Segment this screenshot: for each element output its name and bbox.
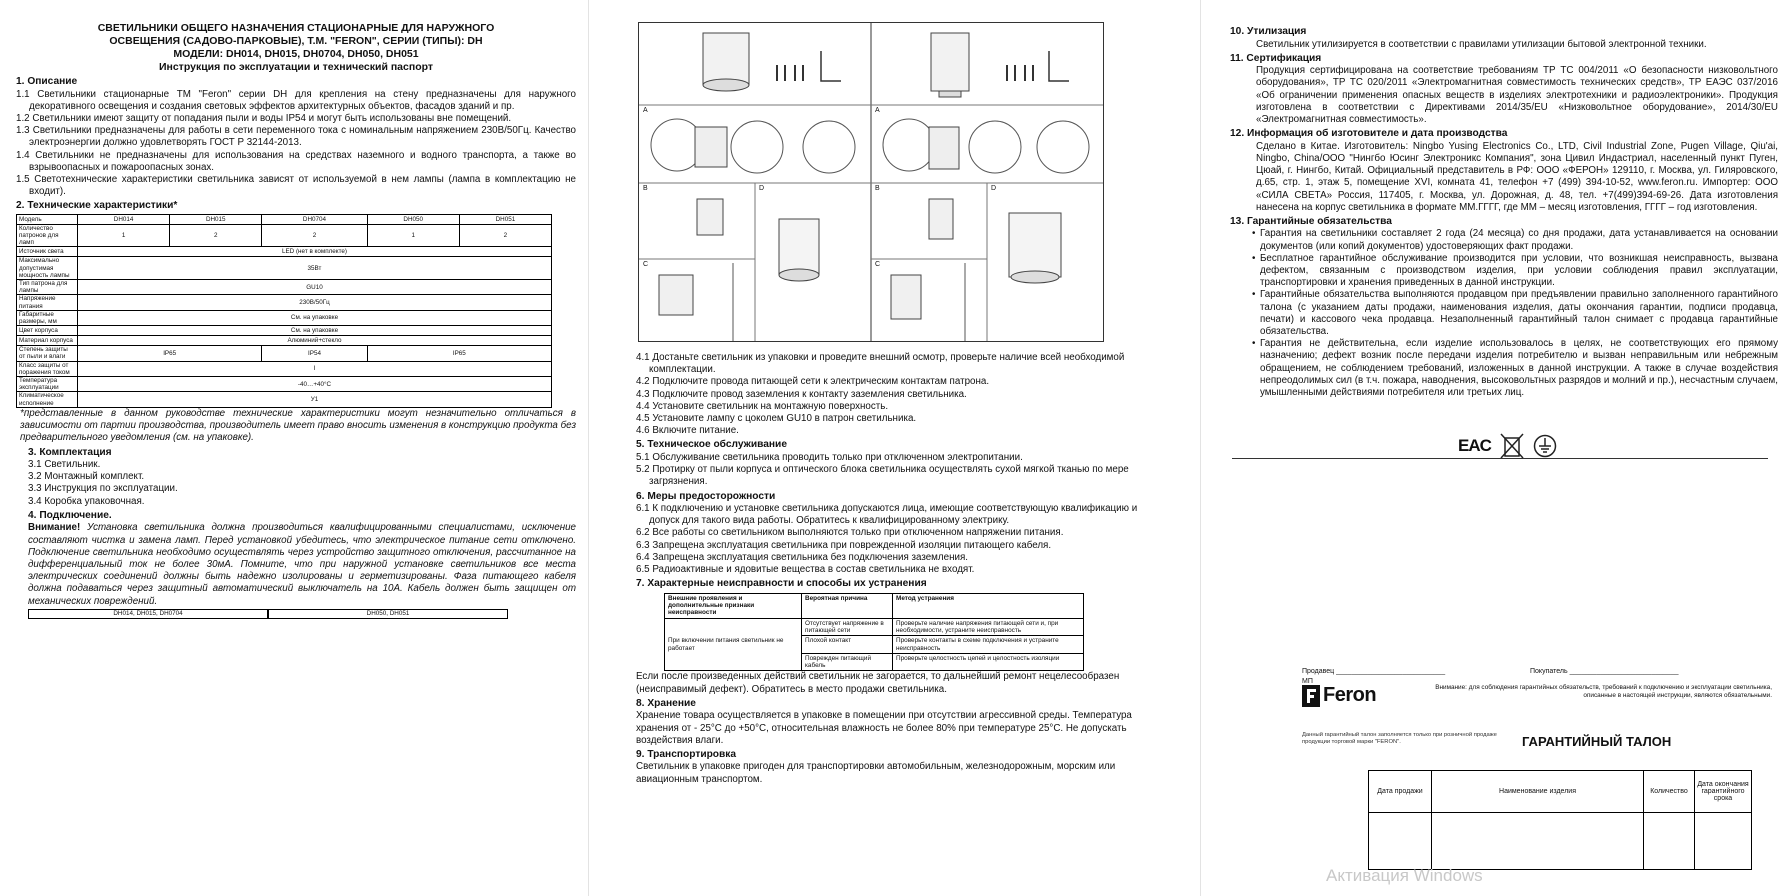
section-12-title: 12. Информация об изготовителе и дата производства	[1230, 128, 1508, 140]
feron-logo-icon	[1302, 685, 1320, 707]
figure-label-d: D	[991, 185, 997, 192]
table-row: Количество патронов для ламп 1 2 2 1 2	[17, 224, 552, 247]
attention-note: Внимание: для соблюдения гарантийных обязательств, требований к подключению и эксплуатации светильника, описанные в настоящей инструкции, являются обязательными.	[1435, 684, 1772, 699]
s6-item: 6.2 Все работы со светильником выполняются только при отключенном напряжении питания.	[636, 527, 1064, 539]
table-row: Дата продажи Наименование изделия Количество Дата окончания гарантийного срока	[1369, 771, 1752, 813]
s7-after: Если после произведенных действий светильник не загорается, то дальнейший ремонт нецелесообразен (неисправимый дефект). Обратитесь в место продажи светильника.	[636, 671, 1120, 695]
seller-label: Продавец ____________________________	[1302, 668, 1446, 675]
s3-item: 3.3 Инструкция по эксплуатации.	[28, 483, 178, 495]
s13-item: • Гарантия не действительна, если изделие использовалось в целях, не соответствующих его прямому назначению; дефект возник после передачи изделия потребителю и вызван неправильным или небрежным обращением, не соблюдением требований, изложенных в данной инструкции. А также в случае воздействия непреодолимых сил (в т.ч. пожара, наводнения, высоковольтных разрядов и молний и пр.), несчастным случаем, умышленными действиями потребителя или третьих лиц.	[1230, 338, 1778, 399]
page-2-text	[636, 352, 1156, 786]
section-6-title: 6. Меры предосторожности	[636, 490, 776, 502]
trouble-table	[664, 593, 1084, 672]
table-row: Максимально допустимая мощность лампы 35Вт	[17, 257, 552, 280]
table-row: Напряжение питания 230В/50Гц	[17, 295, 552, 310]
table-row: Габаритные размеры, мм См. на упаковке	[17, 310, 552, 325]
table-row: Поврежден питающий кабель Проверьте целостность цепей и целостность изоляции	[665, 653, 1084, 671]
doc-title: СВЕТИЛЬНИКИ ОБЩЕГО НАЗНАЧЕНИЯ СТАЦИОНАРНЫЕ ДЛЯ НАРУЖНОГО ОСВЕЩЕНИЯ (САДОВО-ПАРКОВЫЕ), Т.М. "FERON", СЕРИИ (ТИПЫ): DH МОДЕЛИ: DH014, DH015, DH0704, DH050, DH051 Инструкция по эксплуатации и технический паспорт	[97, 22, 495, 73]
s13-item: • Гарантия на светильники составляет 2 года (24 месяца) со дня продажи, дата устанавливается на основании документов (или копий документов) удостоверяющих факт продажи.	[1230, 228, 1778, 252]
figure-label-d: D	[759, 185, 765, 192]
s11-text: Продукция сертифицирована на соответствие требованиям ТР ТС 004/2011 «О безопасности низковольтного оборудования», ТР ТС 020/2011 «Электромагнитная совместимость технических средств», ТР ЕАЭС 037/2016 «Об ограничении применения опасных веществ в изделиях электротехники и радиоэлектроники». Продукция изготовлена в соответствии с Директивами 2014/35/EU «Низковольтное оборудование», 2014/30/EU «Электромагнитная совместимость».	[1256, 65, 1778, 126]
s3-item: 3.2 Монтажный комплект.	[28, 471, 145, 483]
page-2	[636, 0, 1156, 896]
s4-warning: Внимание! Установка светильника должна производиться квалифицированными специалистами, исключение составляют чистка и замена ламп. Перед установкой убедитесь, что электрическое питание сети отключено. Подключение светильника необходимо осуществлять через устройство защитного отключения, рассчитанное на дифференциальный ток не более 30мА. Помните, что при наружной установке светильников все места электрических соединений должны быть надежно изолированы и герметизированы. Фаза питающего кабеля должна подаваться через защитный автоматический выключатель на 10А. Кабель должен быть защищен от механических повреждений.	[28, 522, 576, 607]
figure-label-b: B	[643, 185, 648, 192]
table-row: Класс защиты от поражения током I	[17, 361, 552, 376]
page-divider	[588, 0, 589, 896]
ground-symbol-icon	[1533, 434, 1557, 458]
s8-text: Хранение товара осуществляется в упаковке в помещении при отсутствии агрессивной среды. Температура хранения от - 25°С до +50°С, относительная влажность не более 80% при температуре 25°С. Не допускать воздействия влаги.	[636, 710, 1132, 746]
s6-item: 6.4 Запрещена эксплуатация светильника без подключения заземления.	[636, 551, 968, 563]
s4-item: 4.1 Достаньте светильник из упаковки и проведите внешний осмотр, проверьте наличие всей необходимой комплектации.	[636, 352, 1125, 376]
table-row: Источник света LED (нет в комплекте)	[17, 247, 552, 257]
page-3	[1230, 0, 1778, 896]
section-3-title: 3. Комплектация	[28, 446, 112, 458]
installation-figure	[638, 22, 1104, 342]
weee-bin-icon	[1499, 432, 1525, 460]
stamp-label: МП	[1302, 678, 1313, 685]
table-row: Плохой контакт Проверьте контакты в схеме подключения и устраните неисправность	[665, 636, 1084, 654]
eac-mark: EAC	[1458, 436, 1491, 455]
s4-item: 4.3 Подключите провод заземления к контакту заземления светильника.	[636, 388, 967, 400]
table-row: Материал корпуса Алюминий+стекло	[17, 336, 552, 346]
section-4-title: 4. Подключение.	[28, 509, 112, 521]
s1-item: 1.1 Светильники стационарные ТМ "Feron" серии DH для крепления на стену предназначены для наружного декоративного освещения и создания световых эффектов архитектурных объектов, фасадов зданий и пр.	[16, 88, 576, 112]
s6-item: 6.3 Запрещена эксплуатация светильника при поврежденной изоляции питающего кабеля.	[636, 539, 1052, 551]
installation-drawing	[639, 23, 1103, 341]
section-2-title: 2. Технические характеристики*	[16, 200, 178, 212]
s10-text: Светильник утилизируется в соответствии с правилами утилизации бытовой электронной техники.	[1256, 38, 1707, 50]
s5-item: 5.2 Протирку от пыли корпуса и оптического блока светильника осуществлять сухой мягкой тканью по мере загрязнения.	[636, 464, 1129, 488]
figure-label-c: C	[643, 261, 649, 268]
figure-label-b: B	[875, 185, 880, 192]
ticket-note: Данный гарантийный талон заполняется только при розничной продаже продукции торговой марки "FERON".	[1302, 732, 1497, 745]
s4-item: 4.6 Включите питание.	[636, 425, 739, 437]
table-row: Внешние проявления и дополнительные признаки неисправности Вероятная причина Метод устранения	[665, 593, 1084, 618]
s3-item: 3.4 Коробка упаковочная.	[28, 495, 145, 507]
section-11-title: 11. Сертификация	[1230, 52, 1322, 64]
table-row: При включении питания светильник не работает Отсутствует напряжение в питающей сети Проверьте наличие напряжения питающей сети и, при необходимости, устраните неисправность	[665, 618, 1084, 636]
s1-item: 1.5 Светотехнические характеристики светильника зависят от используемой в нем лампы (лампа в комплектацию не входит).	[16, 173, 576, 198]
divider-line	[1232, 458, 1768, 459]
spec-table	[16, 214, 552, 408]
figure-label-a: A	[875, 107, 880, 114]
table-row: Модель DH014 DH015 DH0704 DH050 DH051	[17, 214, 552, 224]
section-1-title: 1. Описание	[16, 76, 78, 87]
s5-item: 5.1 Обслуживание светильника проводить только при отключенном электропитании.	[636, 451, 1023, 463]
s13-item: • Бесплатное гарантийное обслуживание производится при условии, что возникшая неисправность, вызвана дефектом, связанным с производством изделия, при условии соблюдения правил эксплуатации, транспортировки и хранения приведенных в данной инструкции.	[1230, 253, 1778, 290]
s13-item: • Гарантийные обязательства выполняются продавцом при предъявлении правильно заполненного гарантийного талона (с указанием даты продажи, наименования изделия, даты окончания гарантии, подписи продавца, печати) и кассового чека продавца. Незаполненный гарантийный талон снимает с продавца гарантийные обязательства.	[1230, 289, 1778, 338]
section-8-title: 8. Хранение	[636, 697, 696, 709]
windows-activation-watermark: Активация Windows	[1326, 866, 1483, 885]
page-divider	[1200, 0, 1201, 896]
table-row: Климатическое исполнение У1	[17, 392, 552, 407]
section-10-title: 10. Утилизация	[1230, 26, 1307, 37]
section-13-title: 13. Гарантийные обязательства	[1230, 215, 1392, 227]
s9-text: Светильник в упаковке пригоден для транспортировки автомобильным, железнодорожным, морским или авиационным транспортом.	[636, 761, 1116, 785]
table-row: Степень защиты от пыли и влаги IP65 IP54 IP65	[17, 346, 552, 361]
figure-label-c: C	[875, 261, 881, 268]
spec-note: *представленные в данном руководстве технические характеристики могут незначительно отличаться в зависимости от партии производства, производитель имеет право вносить изменения в конструкцию продукта без предварительного уведомления (см. на упаковке).	[20, 407, 576, 444]
s4-item: 4.2 Подключите провода питающей сети к электрическим контактам патрона.	[636, 376, 990, 388]
ticket-table	[1368, 770, 1752, 870]
feron-logo: Feron	[1302, 684, 1376, 707]
page-1	[16, 0, 576, 896]
ticket-title: ГАРАНТИЙНЫЙ ТАЛОН	[1522, 734, 1672, 749]
figure-label-a: A	[643, 107, 648, 114]
table-row: Тип патрона для лампы GU10	[17, 280, 552, 295]
section-5-title: 5. Техническое обслуживание	[636, 439, 787, 451]
s3-item: 3.1 Светильник.	[28, 459, 101, 470]
buyer-label: Покупатель ____________________________	[1530, 668, 1679, 675]
section-7-title: 7. Характерные неисправности и способы их устранения	[636, 578, 927, 590]
s1-item: 1.4 Светильники не предназначены для использования на средствах наземного и водного транспорта, а также во взрывоопасных и пожароопасных зонах.	[16, 149, 576, 173]
s6-item: 6.5 Радиоактивные и ядовитые вещества в состав светильника не входят.	[636, 564, 975, 576]
s1-item: 1.2 Светильники имеют защиту от попадания пыли и воды IP54 и могут быть использованы вне помещений.	[16, 112, 512, 124]
certification-marks	[1458, 432, 1557, 460]
s1-item: 1.3 Светильники предназначены для работы в сети переменного тока с номинальным напряжением 230В/50Гц. Качество электроэнергии должно удовлетворять ГОСТ Р 32144-2013.	[16, 125, 576, 149]
s4-item: 4.4 Установите светильник на монтажную поверхность.	[636, 400, 889, 412]
table-row: Температура эксплуатации -40…+40°C	[17, 377, 552, 392]
s6-item: 6.1 К подключению и установке светильника допускаются лица, имеющие соответствующую квалификацию и допуск для такого вида работы. Обратитесь к квалифицированному электрику.	[636, 503, 1138, 527]
s12-text: Сделано в Китае. Изготовитель: Ningbo Yusing Electronics Co., LTD, Civil Industrial Zone, Pugen Village, Qiu'ai, Ningbo, China/ООО "Нингбо Юсинг Электроникс Компания", зона Цивил Индастриал, населенный пункт Пуген, Цюай, г. Нингбо, Китай. Официальный представитель в РФ: ООО «ФЕРОН» 129110, г. Москва, ул. Гиляровского, д.65, стр. 1, этаж 5, помещение XVI, комната 41, телефон +7 (499) 394-10-52, www.feron.ru. Импортер: ООО «СИЛА СВЕТА» Россия, 117405, г. Москва, ул. Дорожная, д. 48, тел. +7(499)394-69-26. Дата изготовления нанесена на корпус светильника в формате ММ.ГГГГ, где ММ – месяц изготовления, ГГГГ – год изготовления.	[1256, 140, 1778, 213]
table-row: Цвет корпуса См. на упаковке	[17, 326, 552, 336]
s4-item: 4.5 Установите лампу с цоколем GU10 в патрон светильника.	[636, 413, 917, 425]
section-9-title: 9. Транспортировка	[636, 748, 737, 760]
table-row	[1369, 813, 1752, 870]
model-bar: DH014, DH015, DH0704 DH050, DH051	[28, 609, 508, 619]
